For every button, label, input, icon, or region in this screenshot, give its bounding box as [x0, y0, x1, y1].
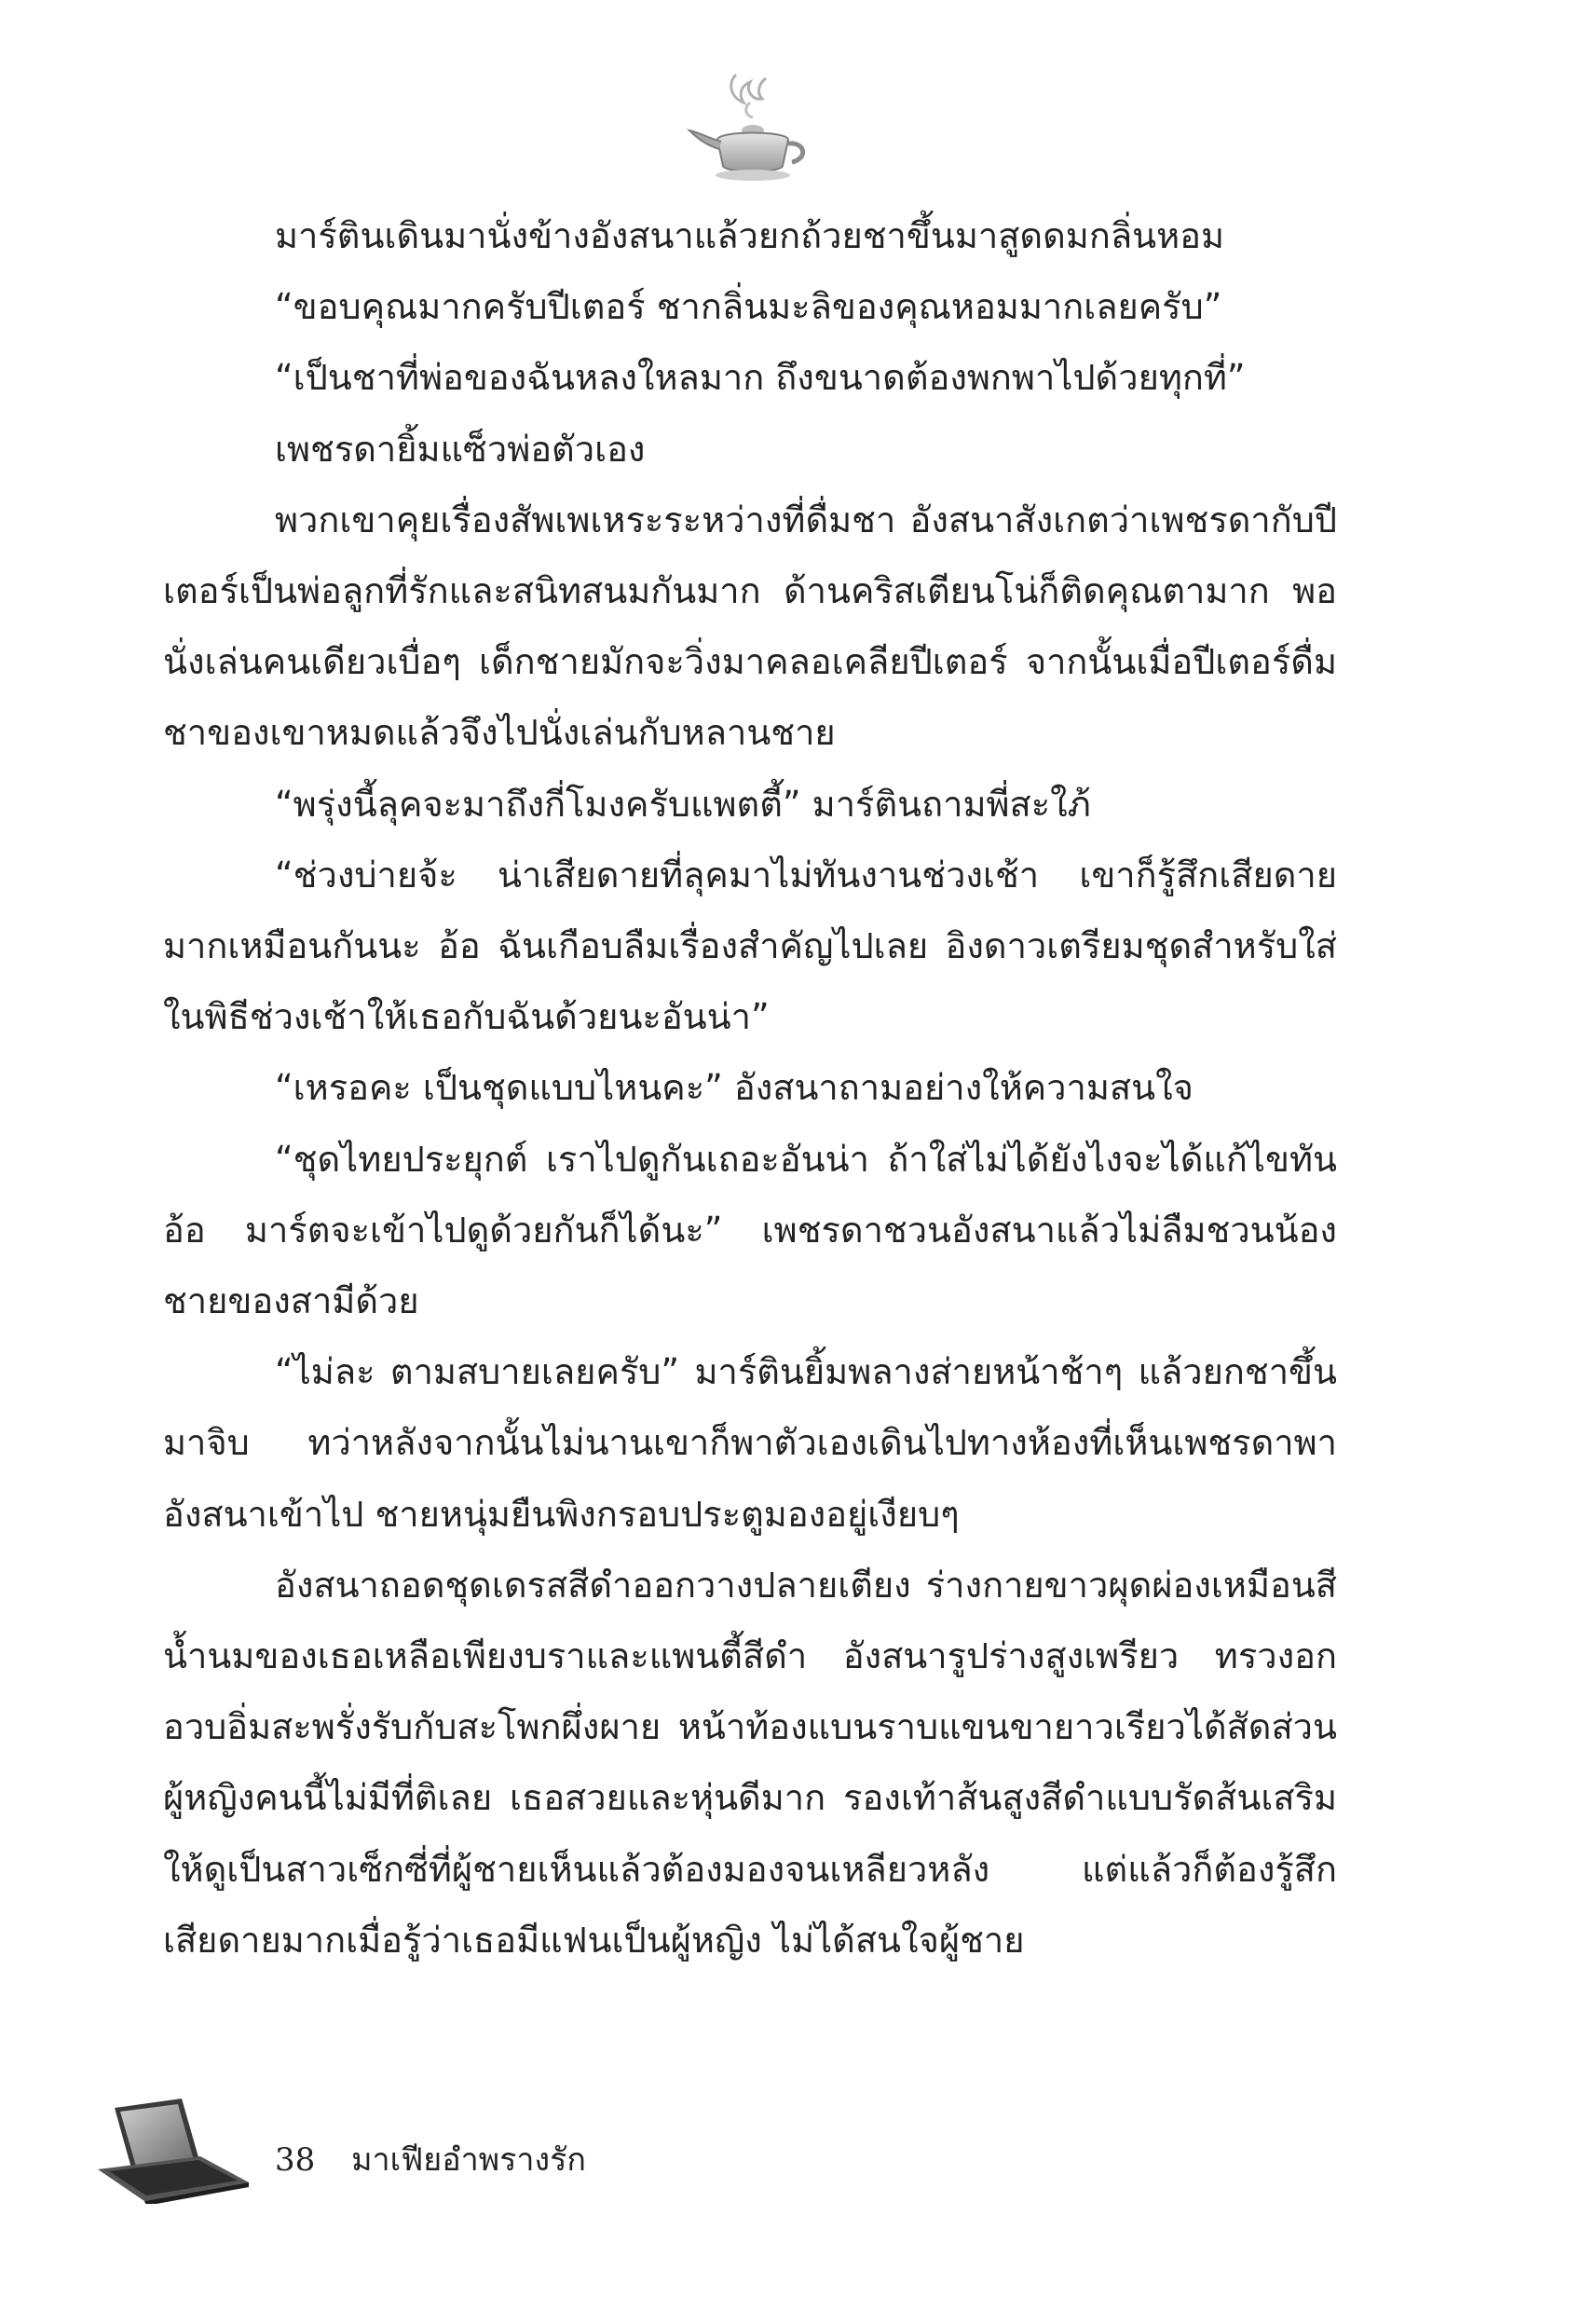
- paragraph: “ชุดไทยประยุกต์ เราไปดูกันเถอะอันน่า ถ้าใส่ไม่ได้ยังไงจะได้แก้ไขทัน อ้อ มาร์ตจะเข้าไปดูด้วยกันก็ได้นะ” เพชรดาชวนอังสนาแล้วไม่ลืมชวนน้องชายของสามีด้วย: [163, 1138, 1337, 1322]
- paragraph: เพชรดายิ้มแซ็วพ่อตัวเอง: [275, 428, 646, 470]
- paragraph: “เป็นชาที่พ่อของฉันหลงใหลมาก ถึงขนาดต้องพกพาไปด้วยทุกที่”: [275, 357, 1246, 399]
- paragraph: พวกเขาคุยเรื่องสัพเพเหระระหว่างที่ดื่มชา อังสนาสังเกตว่าเพชรดากับปีเตอร์เป็นพ่อลูกที่รักและสนิทสนมกันมาก ด้านคริสเตียนโน่ก็ติดคุณตามาก พอนั่งเล่นคนเดียวเบื่อๆ เด็กชายมักจะวิ่งมาคลอเคลียปีเตอร์ จากนั้นเมื่อปีเตอร์ดื่มชาของเขาหมดแล้วจึงไปนั่งเล่นกับหลานชาย: [163, 499, 1337, 754]
- paragraph: มาร์ตินเดินมานั่งข้างอังสนาแล้วยกถ้วยชาขึ้นมาสูดดมกลิ่นหอม: [275, 215, 1225, 256]
- footer-text: [275, 2134, 586, 2184]
- book-title: มาเฟียอำพรางรัก: [351, 2141, 586, 2179]
- body-text: [163, 200, 1337, 1976]
- paragraph: “ช่วงบ่ายจ้ะ น่าเสียดายที่ลุคมาไม่ทันงานช่วงเช้า เขาก็รู้สึกเสียดายมากเหมือนกันนะ อ้อ ฉันเกือบลืมเรื่องสำคัญไปเลย อิงดาวเตรียมชุดสำหรับใส่ในพิธีช่วงเช้าให้เธอกับฉันด้วยนะอันน่า”: [163, 854, 1337, 1038]
- page-footer: [89, 2097, 741, 2208]
- paragraph: “ขอบคุณมากครับปีเตอร์ ชากลิ่นมะลิของคุณหอมมากเลยครับ”: [275, 286, 1222, 328]
- laptop-icon: [89, 2097, 252, 2204]
- paragraph: “พรุ่งนี้ลุคจะมาถึงกี่โมงครับแพตตี้” มาร์ตินถามพี่สะใภ้: [275, 783, 1091, 825]
- teapot-ornament-icon: [680, 65, 820, 186]
- paragraph: “ไม่ละ ตามสบายเลยครับ” มาร์ตินยิ้มพลางส่ายหน้าช้าๆ แล้วยกชาขึ้นมาจิบ ทว่าหลังจากนั้นไม่นานเขาก็พาตัวเองเดินไปทางห้องที่เห็นเพชรดาพาอังสนาเข้าไป ชายหนุ่มยืนพิงกรอบประตูมองอยู่เงียบๆ: [163, 1351, 1337, 1535]
- page-number: 38: [275, 2141, 316, 2179]
- paragraph: อังสนาถอดชุดเดรสสีดำออกวางปลายเตียง ร่างกายขาวผุดผ่องเหมือนสีน้ำนมของเธอเหลือเพียงบราและแพนตี้สีดำ อังสนารูปร่างสูงเพรียว ทรวงอกอวบอิ่มสะพรั่งรับกับสะโพกผึ่งผาย หน้าท้องแบนราบแขนขายาวเรียวได้สัดส่วน ผู้หญิงคนนี้ไม่มีที่ติเลย เธอสวยและหุ่นดีมาก รองเท้าส้นสูงสีดำแบบรัดส้นเสริมให้ดูเป็นสาวเซ็กซี่ที่ผู้ชายเห็นแล้วต้องมองจนเหลียวหลัง แต่แล้วก็ต้องรู้สึกเสียดายมากเมื่อรู้ว่าเธอมีแฟนเป็นผู้หญิง ไม่ได้สนใจผู้ชาย: [163, 1564, 1337, 1961]
- paragraph: “เหรอคะ เป็นชุดแบบไหนคะ” อังสนาถามอย่างให้ความสนใจ: [275, 1067, 1194, 1109]
